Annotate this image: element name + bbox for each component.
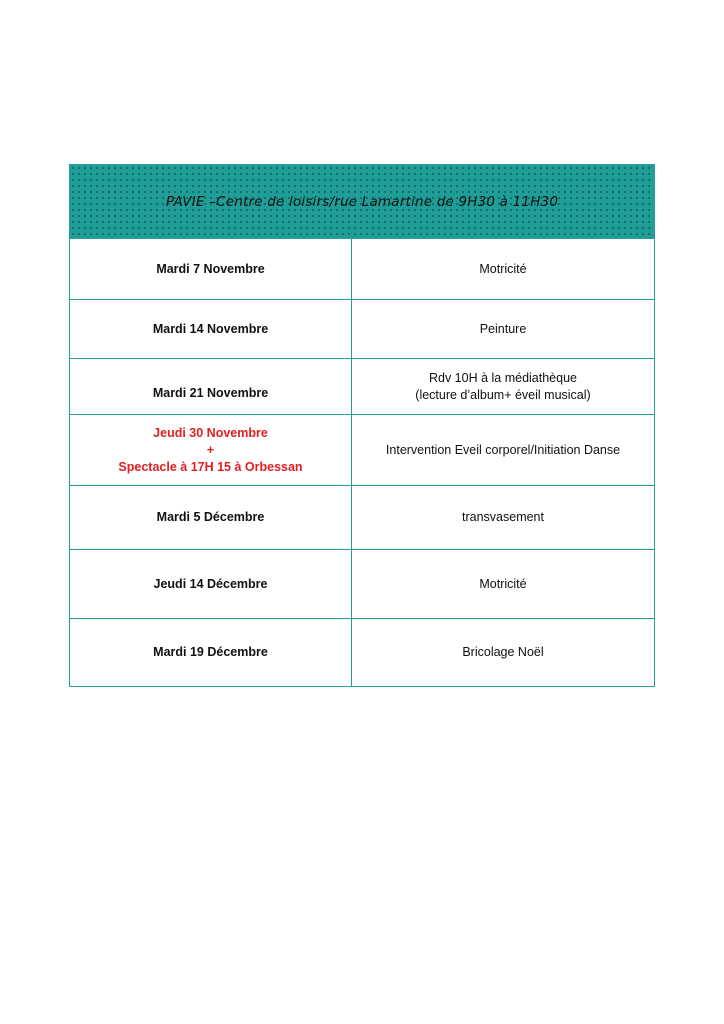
- activity-text: (lecture d’album+ éveil musical): [415, 387, 591, 402]
- date-text: Spectacle à 17H 15 à Orbessan: [118, 459, 303, 474]
- activity-text: Bricolage Noël: [462, 645, 544, 659]
- activity-cell: [352, 550, 654, 618]
- table-row: [70, 415, 654, 486]
- header-title: PAVIE –Centre de loisirs/rue Lamartine de 9H30 à 11H30: [165, 193, 559, 210]
- table-header: [70, 165, 654, 239]
- date-text: Mardi 21 Novembre: [152, 386, 269, 400]
- table-row: [70, 550, 654, 619]
- date-cell: [70, 415, 352, 485]
- date-cell: [70, 359, 352, 414]
- date-text: Mardi 19 Décembre: [153, 645, 268, 659]
- date-cell: [70, 300, 352, 358]
- activity-text: Intervention Eveil corporel/Initiation Danse: [385, 442, 621, 457]
- activity-cell: [352, 359, 654, 414]
- activity-text: Motricité: [479, 261, 527, 276]
- activity-cell: [352, 300, 654, 358]
- table-row: [70, 359, 654, 415]
- date-text: Jeudi 30 Novembre: [153, 425, 268, 440]
- activity-text: transvasement: [462, 510, 544, 524]
- date-text: Mardi 5 Décembre: [156, 510, 265, 524]
- activity-text: Motricité: [479, 576, 527, 591]
- activity-text: Peinture: [479, 321, 527, 336]
- table-row: [70, 619, 654, 686]
- activity-cell: [352, 239, 654, 299]
- activity-cell: [352, 619, 654, 686]
- date-cell: [70, 486, 352, 549]
- activity-cell: [352, 486, 654, 549]
- table-row: [70, 300, 654, 359]
- date-text: Jeudi 14 Décembre: [153, 576, 268, 591]
- date-cell: [70, 619, 352, 686]
- activity-text: Rdv 10H à la médiathèque: [428, 370, 577, 385]
- table-row: [70, 486, 654, 550]
- activity-cell: [352, 415, 654, 485]
- date-cell: [70, 550, 352, 618]
- schedule-table: [69, 164, 655, 687]
- date-text: +: [206, 442, 215, 457]
- date-text: Mardi 7 Novembre: [156, 261, 265, 276]
- date-cell: [70, 239, 352, 299]
- date-text: Mardi 14 Novembre: [152, 321, 269, 336]
- table-row: [70, 239, 654, 300]
